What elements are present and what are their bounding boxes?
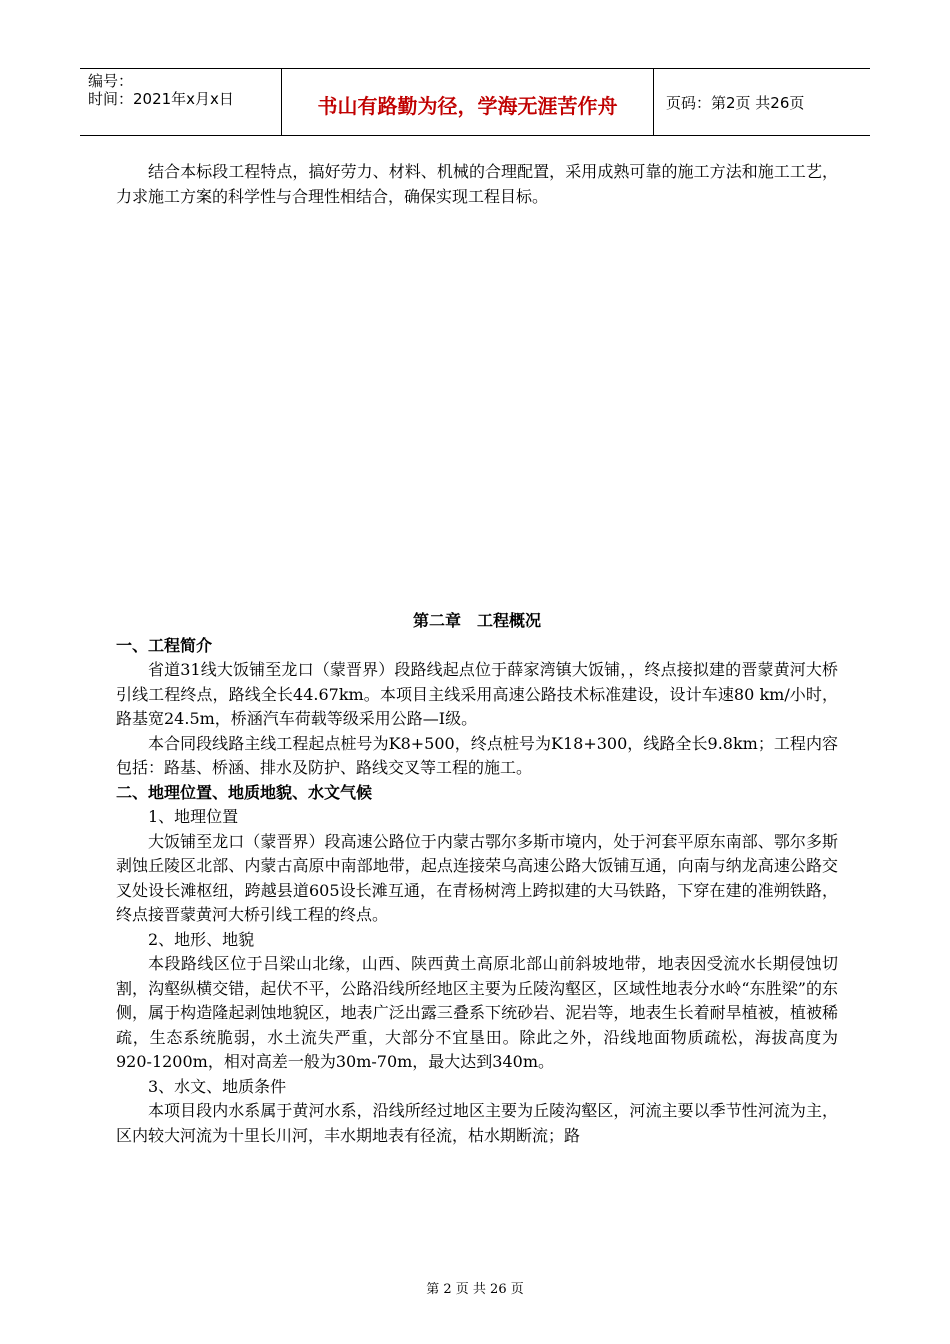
header-motto: 书山有路勤为径，学海无涯苦作舟 xyxy=(282,69,654,135)
section1-paragraph-1: 省道31线大饭铺至龙口（蒙晋界）段路线起点位于薛家湾镇大饭铺，，终点接拟建的晋蒙黄河大桥引线工程终点，路线全长44.67km。本项目主线采用高速公路技术标准建设，设计车速80 km/小时，路基宽24.5m，桥涵汽车荷载等级采用公路—Ⅰ级。 xyxy=(116,660,838,728)
section1-paragraph-2: 本合同段线路主线工程起点桩号为K8+500，终点桩号为K18+300，线路全长9.8km；工程内容包括：路基、桥涵、排水及防护、路线交叉等工程的施工。 xyxy=(116,733,838,777)
page-header xyxy=(80,68,870,136)
chapter-title: 第二章 工程概况 xyxy=(412,611,541,630)
header-page-info: 页码：第2页 共26页 xyxy=(666,93,805,112)
page-footer: 第 2 页 共 26 页 xyxy=(426,1282,524,1297)
subsection-title-3: 3、水文、地质条件 xyxy=(148,1076,287,1096)
subsection-text-2: 本段路线区位于吕梁山北缘，山西、陕西黄土高原北部山前斜坡地带，地表因受流水长期侵蚀切割，沟壑纵横交错，起伏不平，公路沿线所经地区主要为丘陵沟壑区，区域性地表分水岭“东胜梁”的东侧，属于构造隆起剥蚀地貌区，地表广泛出露三叠系下统砂岩、泥岩等，地表生长着耐旱植被，植被稀疏，生态系统脆弱，水土流失严重，大部分不宜垦田。除此之外，沿线地面物质疏松，海拔高度为920-1200m，相对高差一般为30m-70m，最大达到340m。 xyxy=(116,954,838,1071)
subsection-title-1: 1、地理位置 xyxy=(148,807,239,826)
number-label: 编号： xyxy=(88,72,134,90)
intro-paragraph: 结合本标段工程特点，搞好劳力、材料、机械的合理配置，采用成熟可靠的施工方法和施工工艺，力求施工方案的科学性与合理性相结合，确保实现工程目标。 xyxy=(116,162,838,206)
intro-block xyxy=(116,160,838,209)
header-meta-cell xyxy=(80,69,282,135)
section-heading-1: 一、工程简介 xyxy=(116,635,213,655)
subsection-title-2: 2、地形、地貌 xyxy=(148,929,255,949)
time-label: 时间：2021年x月x日 xyxy=(88,90,234,108)
subsection-text-1: 大饭铺至龙口（蒙晋界）段高速公路位于内蒙古鄂尔多斯市境内，处于河套平原东南部、鄂尔多斯剥蚀丘陵区北部、内蒙古高原中南部地带，起点连接荣乌高速公路大饭铺互通，向南与纳龙高速公路交叉处设长滩枢纽，跨越县道605设长滩互通，在青杨树湾上跨拟建的大马铁路，下穿在建的准朔铁路，终点接晋蒙黄河大桥引线工程的终点。 xyxy=(116,831,838,924)
chapter-body xyxy=(116,609,838,1148)
subsection-text-3: 本项目段内水系属于黄河水系，沿线所经过地区主要为丘陵沟壑区，河流主要以季节性河流为主，区内较大河流为十里长川河，丰水期地表有径流，枯水期断流；路 xyxy=(116,1101,838,1145)
section-heading-2: 二、地理位置、地质地貌、水文气候 xyxy=(116,782,373,802)
